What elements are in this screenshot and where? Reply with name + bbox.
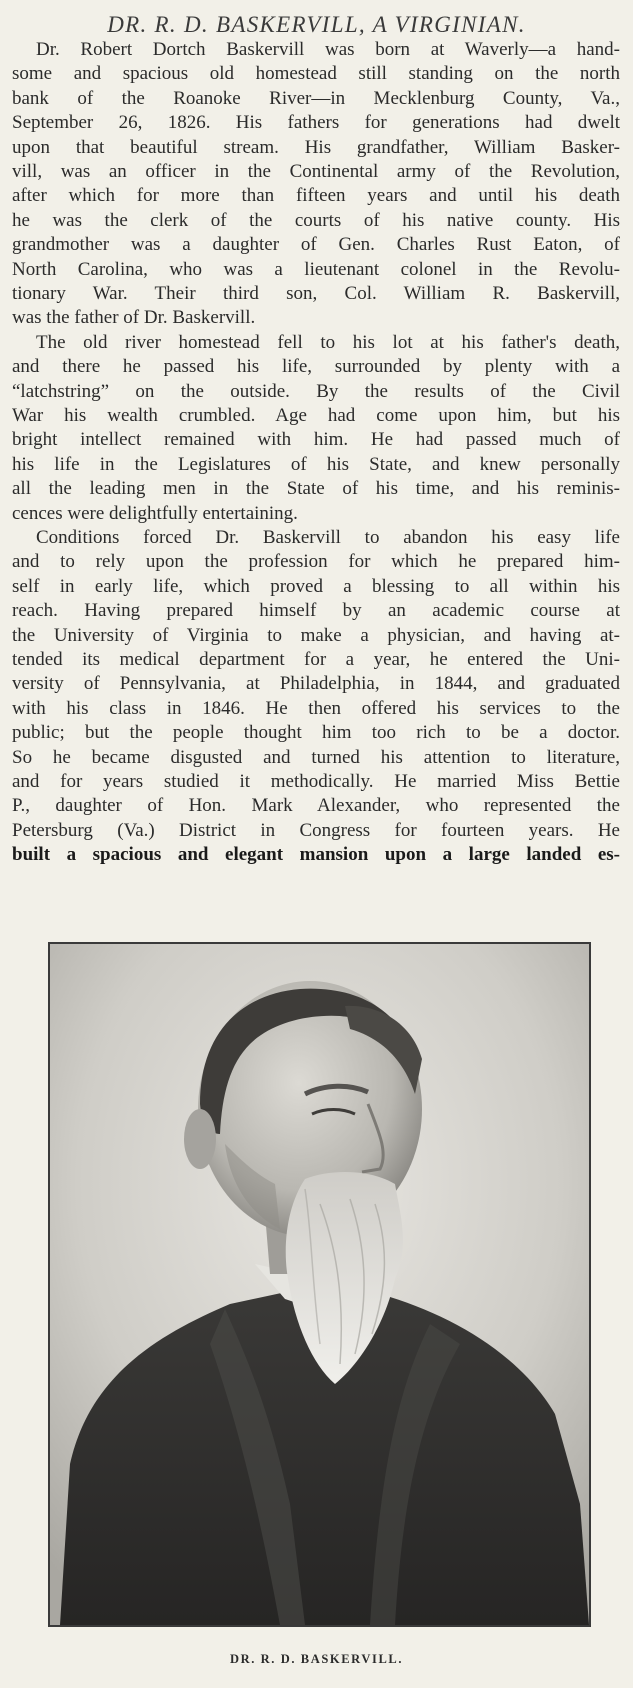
text-line: and there he passed his life, surrounded by plenty with a <box>12 356 620 378</box>
article-title: DR. R. D. BASKERVILL, A VIRGINIAN. <box>107 12 526 37</box>
text-line: was the father of Dr. Baskervill. <box>12 307 256 329</box>
text-line: cences were delightfully entertaining. <box>12 502 298 524</box>
text-line: built a spacious and elegant mansion upon a large landed es- <box>12 844 620 866</box>
text-line: the University of Virginia to make a physician, and having at- <box>12 624 620 646</box>
text-line: and to rely upon the profession for which he prepared him- <box>12 551 620 573</box>
text-line: P., daughter of Hon. Mark Alexander, who represented the <box>12 795 620 817</box>
text-line: and for years studied it methodically. He married Miss Bettie <box>12 771 620 792</box>
text-line: after which for more than fifteen years and until his death <box>12 185 620 207</box>
photo-caption: DR. R. D. BASKERVILL. <box>229 1652 404 1666</box>
text-line: versity of Pennsylvania, at Philadelphia, in 1844, and graduated <box>12 673 620 695</box>
text-line: with his class in 1846. He then offered his services to the <box>12 697 620 719</box>
text-line: reach. Having prepared himself by an academic course at <box>12 600 620 622</box>
text-line: some and spacious old homestead still standing on the north <box>12 63 620 85</box>
text-line: public; but the people thought him too rich to be a doctor. <box>12 722 620 744</box>
text-line: all the leading men in the State of his time, and his reminis- <box>12 478 620 500</box>
portrait-illustration <box>50 944 589 1625</box>
text-line: upon that beautiful stream. His grandfather, William Basker- <box>12 136 620 158</box>
text-line: tended its medical department for a year, he entered the Uni- <box>12 649 620 670</box>
text-line: Petersburg (Va.) District in Congress for fourteen years. He <box>12 819 620 841</box>
text-line: September 26, 1826. His fathers for generations had dwelt <box>12 112 620 134</box>
text-line: North Carolina, who was a lieutenant colonel in the Revolu- <box>12 258 620 280</box>
text-line: Dr. Robert Dortch Baskervill was born at Waverly—a hand- <box>36 39 620 60</box>
text-line: The old river homestead fell to his lot at his father's death, <box>36 331 620 353</box>
text-line: he was the clerk of the courts of his native county. His <box>12 209 620 231</box>
text-line: vill, was an officer in the Continental army of the Revolution, <box>12 161 620 182</box>
text-line: “latchstring” on the outside. By the results of the Civil <box>12 380 620 402</box>
text-line: So he became disgusted and turned his attention to literature, <box>12 746 620 768</box>
text-line: his life in the Legislatures of his State, and knew personally <box>12 453 620 475</box>
text-line: self in early life, which proved a blessing to all within his <box>12 575 620 597</box>
text-line: War his wealth crumbled. Age had come upon him, but his <box>12 405 620 426</box>
text-line: tionary War. Their third son, Col. William R. Baskervill, <box>12 283 620 304</box>
text-line: bank of the Roanoke River—in Mecklenburg County, Va., <box>12 87 620 109</box>
text-line: Conditions forced Dr. Baskervill to abandon his easy life <box>36 527 620 548</box>
text-line: grandmother was a daughter of Gen. Charles Rust Eaton, of <box>12 234 620 256</box>
text-line: bright intellect remained with him. He had passed much of <box>12 429 620 451</box>
portrait-photo <box>48 942 591 1627</box>
